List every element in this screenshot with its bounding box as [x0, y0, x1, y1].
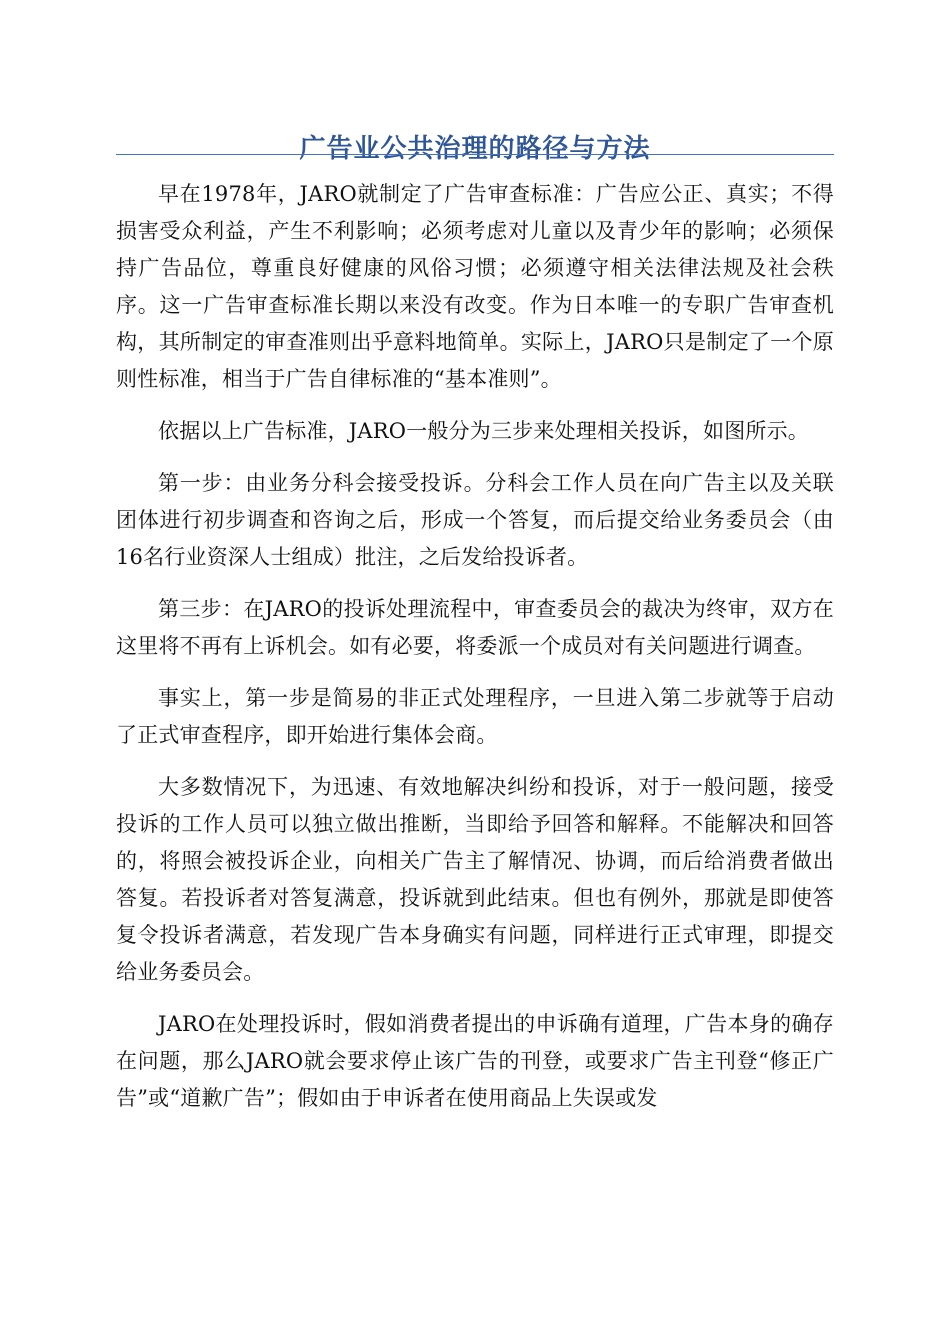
paragraph-5: 事实上，第一步是简易的非正式处理程序，一旦进入第二步就等于启动了正式审查程序，即开始进行集体会商。 [116, 686, 834, 747]
title-underline [116, 154, 834, 155]
document-title: 广告业公共治理的路径与方法 [299, 134, 651, 165]
paragraph-3: 第一步：由业务分科会接受投诉。分科会工作人员在向广告主以及关联团体进行初步调查和咨询之后，形成一个答复，而后提交给业务委员会（由16名行业资深人士组成）批注，之后发给投诉者。 [116, 471, 834, 569]
paragraph-1: 早在1978年，JARO就制定了广告审查标准：广告应公正、真实；不得损害受众利益，产生不利影响；必须考虑对儿童以及青少年的影响；必须保持广告品位，尊重良好健康的风俗习惯；必须遵守相关法律法规及社会秩序。这一广告审查标准长期以来没有改变。作为日本唯一的专职广告审查机构，其所制定的审查准则出乎意料地简单。实际上，JARO只是制定了一个原则性标准，相当于广告自律标准的“基本准则”。 [116, 182, 834, 391]
document-body [116, 176, 834, 1132]
paragraph-2: 依据以上广告标准，JARO一般分为三步来处理相关投诉，如图所示。 [158, 419, 810, 443]
paragraph-7: JARO在处理投诉时，假如消费者提出的申诉确有道理，广告本身的确存在问题，那么JARO就会要求停止该广告的刊登，或要求广告主刊登“修正广告”或“道歉广告”；假如由于申诉者在使用商品上失误或发 [116, 1012, 834, 1110]
paragraph-6: 大多数情况下，为迅速、有效地解决纠纷和投诉，对于一般问题，接受投诉的工作人员可以独立做出推断，当即给予回答和解释。不能解决和回答的，将照会被投诉企业，向相关广告主了解情况、协调，而后给消费者做出答复。若投诉者对答复满意，投诉就到此结束。但也有例外，那就是即使答复令投诉者满意，若发现广告本身确实有问题，同样进行正式审理，即提交给业务委员会。 [116, 775, 834, 984]
paragraph-4: 第三步：在JARO的投诉处理流程中，审查委员会的裁决为终审，双方在这里将不再有上诉机会。如有必要，将委派一个成员对有关问题进行调查。 [116, 597, 834, 658]
